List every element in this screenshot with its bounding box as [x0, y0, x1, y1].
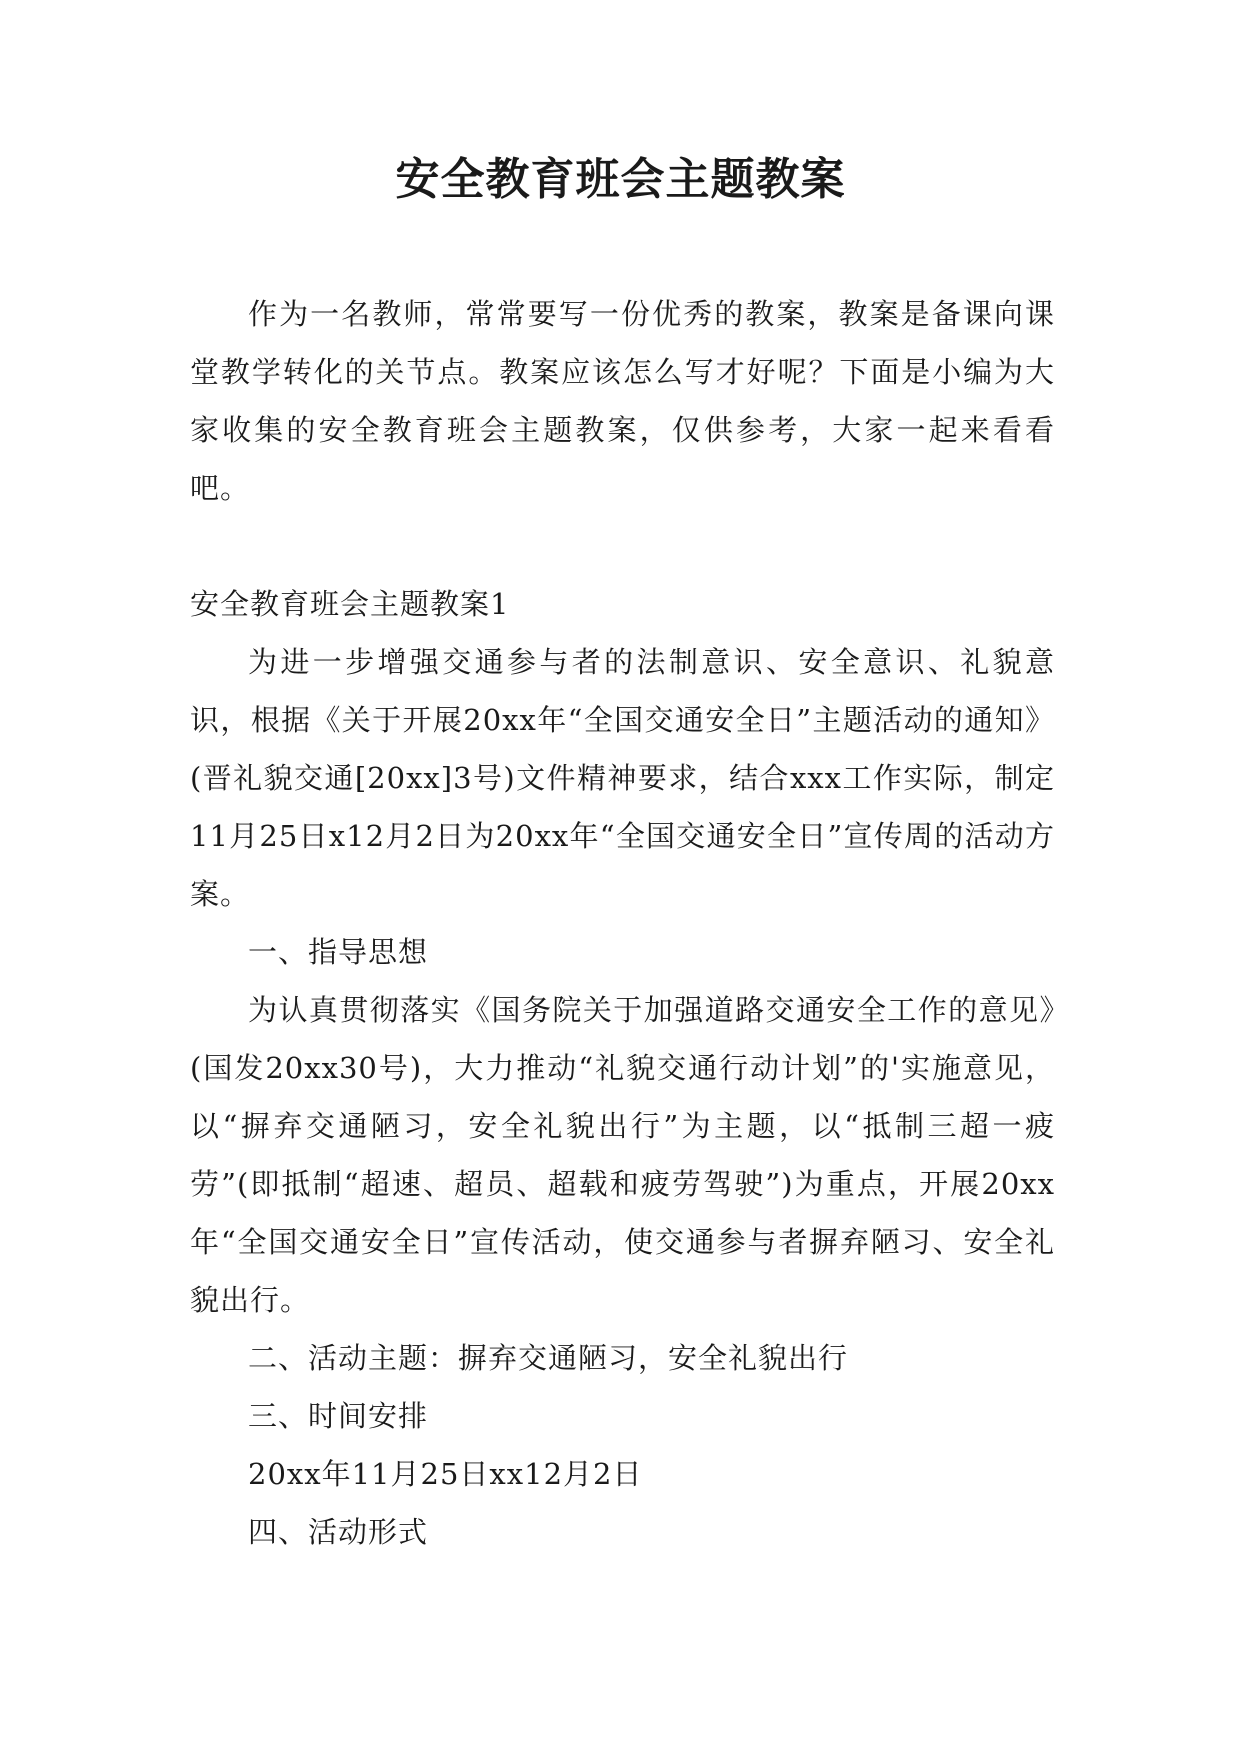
- heading-schedule: 三、时间安排: [248, 1399, 429, 1433]
- paragraph-purpose: 为进一步增强交通参与者的法制意识、安全意识、礼貌意识，根据《关于开展20xx年“全国交通安全日”主题活动的通知》(晋礼貌交通[20xx]3号)文件精神要求，结合xxx工作实际，制定11月25日x12月2日为20xx年“全国交通安全日”宣传周的活动方案。: [190, 645, 1055, 911]
- section-title: 安全教育班会主题教案1: [190, 587, 510, 621]
- heading-activity-theme: 二、活动主题：摒弃交通陋习，安全礼貌出行: [248, 1341, 849, 1375]
- paragraph-guiding-ideology: 为认真贯彻落实《国务院关于加强道路交通安全工作的意见》(国发20xx30号)，大力推动“礼貌交通行动计划”的'实施意见，以“摒弃交通陋习，安全礼貌出行”为主题，以“抵制三超一疲劳”(即抵制“超速、超员、超载和疲劳驾驶”)为重点，开展20xx年“全国交通安全日”宣传活动，使交通参与者摒弃陋习、安全礼貌出行。: [190, 993, 1055, 1317]
- paragraph-schedule: 20xx年11月25日xx12月2日: [248, 1457, 643, 1491]
- page-title: 安全教育班会主题教案: [395, 154, 846, 205]
- heading-guiding-ideology: 一、指导思想: [248, 935, 429, 969]
- document-body: [190, 285, 1055, 1561]
- heading-activity-form: 四、活动形式: [248, 1515, 429, 1549]
- intro-paragraph: 作为一名教师，常常要写一份优秀的教案，教案是备课向课堂教学转化的关节点。教案应该怎么写才好呢？下面是小编为大家收集的安全教育班会主题教案，仅供参考，大家一起来看看吧。: [190, 297, 1055, 505]
